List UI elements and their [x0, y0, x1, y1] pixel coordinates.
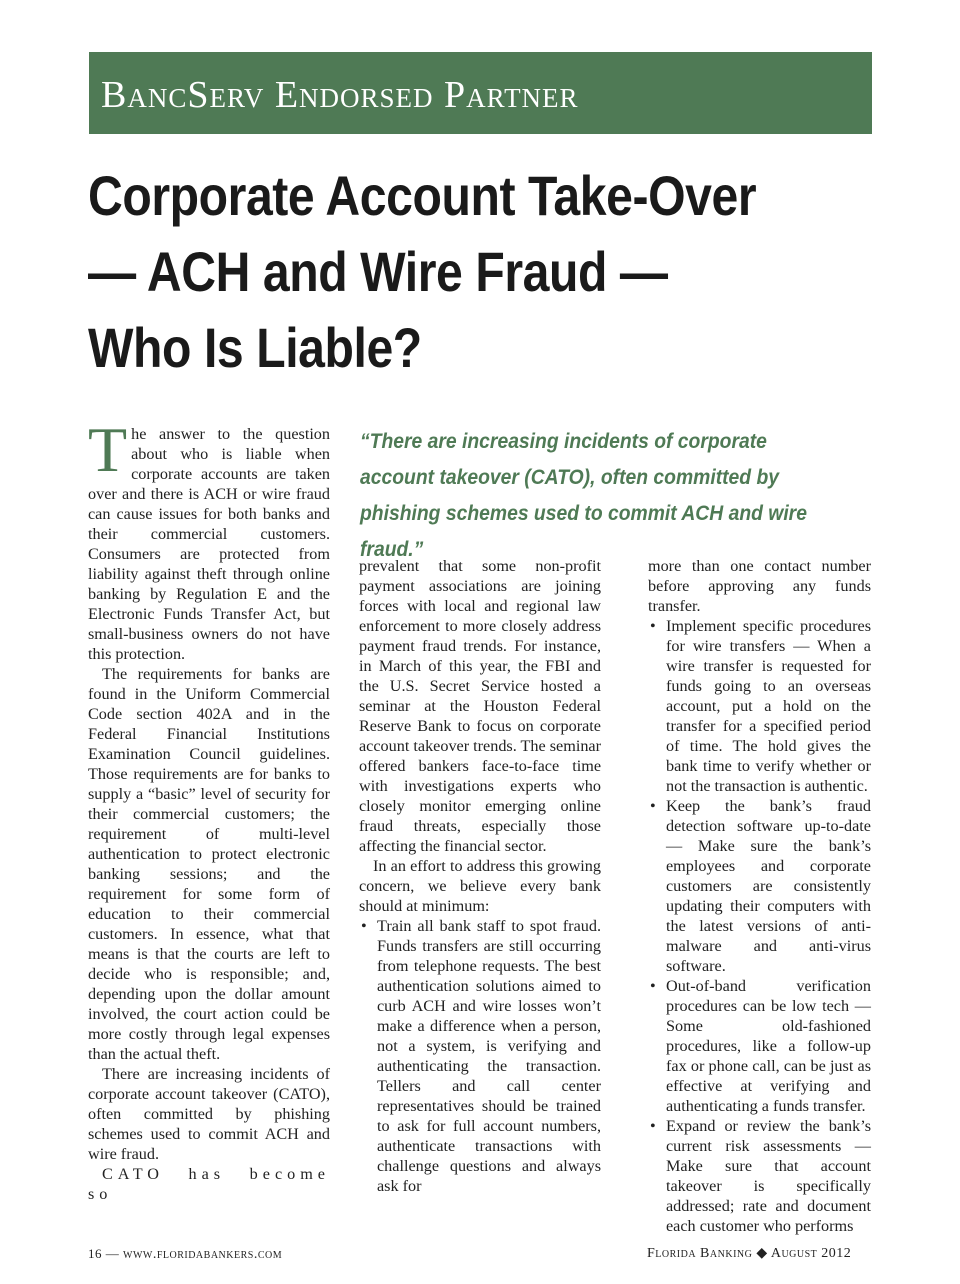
- drop-cap: T: [88, 414, 128, 485]
- list-item: • Out-of-band verification procedures can be low tech — Some old-fashioned procedures, like a follow-up fax or phone call, can be just as effective at verifying and authenticating a funds transfer.: [648, 976, 871, 1116]
- column-3: [648, 556, 871, 1236]
- intro-paragraph: [88, 414, 330, 664]
- banner-title: BancServ Endorsed Partner: [101, 74, 579, 116]
- paragraph: There are increasing incidents of corporate account takeover (CATO), often committed by phishing schemes used to commit ACH and wire fraud.: [88, 1065, 330, 1163]
- paragraph: CATO has become so: [88, 1165, 330, 1203]
- headline-line-2: — ACH and Wire Fraud —: [88, 240, 668, 303]
- list-item: • Implement specific procedures for wire transfers — When a wire transfer is requested for funds going to an overseas account, put a hold on the transfer for a specified period of time. The hold gives the bank time to verify whether or not the transaction is authentic.: [648, 616, 871, 796]
- footer-website: www.floridabankers.com: [123, 1247, 283, 1262]
- column-1: [88, 414, 330, 1204]
- footer-page-info: [88, 1246, 282, 1263]
- list-item: • Train all bank staff to spot fraud. Funds transfers are still occurring from telephone requests. The best authentication solutions aimed to curb ACH and wire losses won’t make a difference when a person, not a system, is verifying and authenticating the transaction. Tellers and call center representatives should be trained to ask for full account numbers, authenticate transactions with challenge questions and always ask for: [359, 916, 601, 1196]
- bullet-list: [359, 916, 601, 1196]
- pull-quote: “There are increasing incidents of corporate account takeover (CATO), often committed by phishing schemes used to commit ACH and wire fraud.”: [360, 430, 807, 561]
- page-number: 16 —: [88, 1246, 123, 1261]
- paragraph: prevalent that some non-profit payment associations are joining forces with local and regional law enforcement to more closely address payment fraud trends. For instance, in March of this year, the FBI and the U.S. Secret Service hosted a seminar at the Houston Federal Reserve Bank to focus on corporate account takeover trends. The seminar offered bankers face-to-face time with investigations experts who closely monitor emerging online fraud threats, especially those affecting the financial sector.: [359, 557, 601, 855]
- column-2: [359, 556, 601, 1196]
- paragraph: In an effort to address this growing concern, we believe every bank should at minimum:: [359, 857, 601, 915]
- headline-line-3: Who Is Liable?: [88, 316, 422, 379]
- paragraph: more than one contact number before approving any funds transfer.: [648, 557, 871, 615]
- article-headline: [88, 158, 776, 386]
- section-banner: [89, 52, 872, 134]
- footer-publication: Florida Banking ◆ August 2012: [647, 1246, 852, 1261]
- paragraph: The requirements for banks are found in the Uniform Commercial Code section 402A and in the Federal Financial Institutions Examination Council guidelines. Those requirements are for banks to supply a “basic” level of security for their commercial customers; the requirement of multi-level authentication to protect electronic banking sessions; and the requirement for some form of education to their commercial customers. In essence, what that means is that the courts are left to decide who is responsible; and, depending upon the dollar amount involved, the court action could be more costly through legal expenses than the actual theft.: [88, 665, 330, 1063]
- list-item: • Expand or review the bank’s current risk assessments — Make sure that account takeover is specifically addressed; rate and document each customer who performs: [648, 1116, 871, 1236]
- list-item: • Keep the bank’s fraud detection software up-to-date — Make sure the bank’s employees and corporate customers are consistently updating their computers with the latest versions of anti-malware and anti-virus software.: [648, 796, 871, 976]
- intro-text: he answer to the question about who is liable when corporate accounts are taken over and there is ACH or wire fraud can cause issues for both banks and their commercial customers. Consumers are protected from liability against theft through online banking by Regulation E and the Electronic Funds Transfer Act, but small-business owners do not have this protection.: [88, 425, 330, 663]
- bullet-list: [648, 616, 871, 1236]
- headline-line-1: Corporate Account Take-Over: [88, 164, 757, 227]
